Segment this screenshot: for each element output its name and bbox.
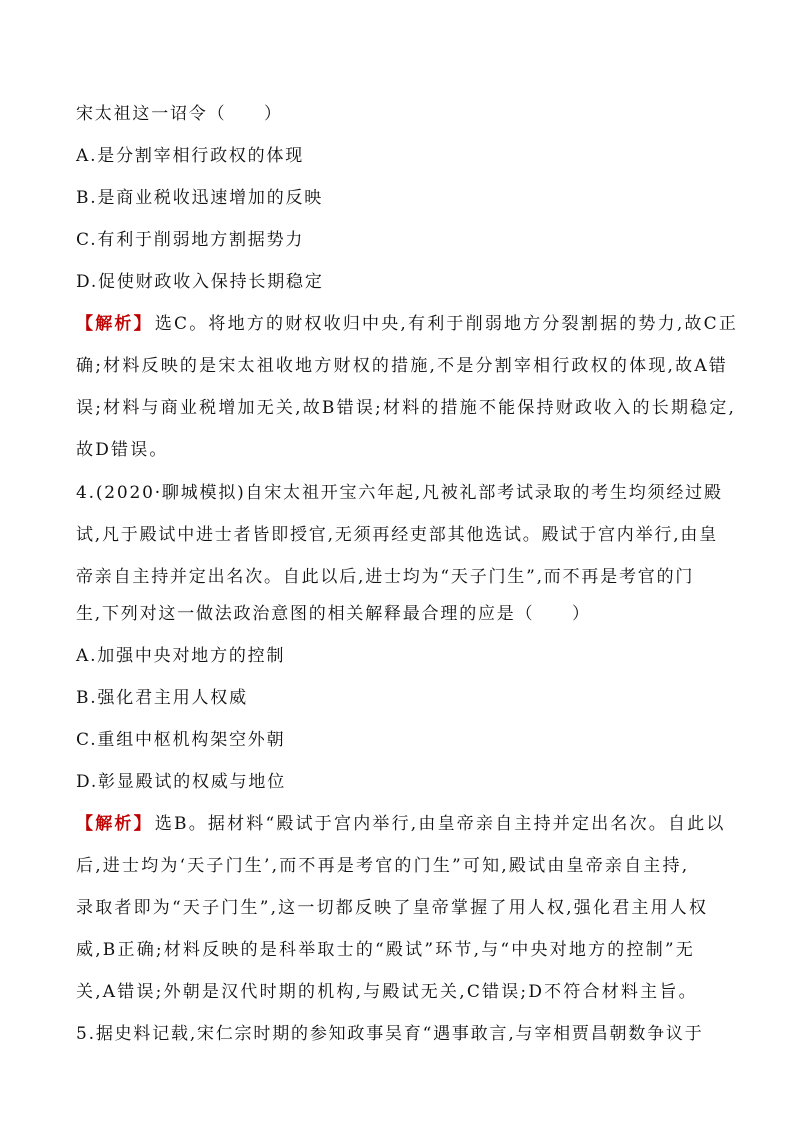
q3-analysis-line-4: 故D错误。 <box>76 440 169 460</box>
q4-analysis-line-3: 录取者即为“天子门生”,这一切都反映了皇帝掌握了用人权,强化君主用人权 <box>76 898 709 918</box>
q3-option-b: B.是商业税收迅速增加的反映 <box>76 188 324 208</box>
q4-option-a: A.加强中央对地方的控制 <box>76 646 286 666</box>
q3-stem-end: 宋太祖这一诏令（ ） <box>76 104 283 124</box>
analysis-tag: 【解析】 <box>76 814 153 834</box>
q4-analysis-line-1 <box>76 816 726 833</box>
q3-analysis-line-1 <box>76 316 738 333</box>
q3-option-c: C.有利于削弱地方割据势力 <box>76 230 305 250</box>
q5-stem-line-1: 5.据史料记载,宋仁宗时期的参知政事吴育“遇事敢言,与宰相贾昌朝数争议于 <box>76 1024 704 1044</box>
q3-option-d: D.促使财政收入保持长期稳定 <box>76 272 324 292</box>
q4-analysis-line-5: 关,A错误;外朝是汉代时期的机构,与殿试无关,C错误;D不符合材料主旨。 <box>76 982 698 1002</box>
q4-stem-line-3: 帝亲自主持并定出名次。自此以后,进士均为“天子门生”,而不再是考官的门 <box>76 567 695 587</box>
q3-analysis-line-2: 确;材料反映的是宋太祖收地方财权的措施,不是分割宰相行政权的体现,故A错 <box>76 356 729 376</box>
q4-stem-line-4: 生,下列对这一做法政治意图的相关解释最合理的应是（ ） <box>76 604 591 624</box>
q3-option-a: A.是分割宰相行政权的体现 <box>76 146 305 166</box>
q4-option-b: B.强化君主用人权威 <box>76 688 248 708</box>
q4-stem-line-2: 试,凡于殿试中进士者皆即授官,无须再经吏部其他选试。殿试于宫内举行,由皇 <box>76 525 719 545</box>
q4-option-d: D.彰显殿试的权威与地位 <box>76 772 287 792</box>
q4-stem-line-1: 4.(2020·聊城模拟)自宋太祖开宝六年起,凡被礼部考试录取的考生均须经过殿 <box>76 483 723 503</box>
analysis-tag: 【解析】 <box>76 314 153 334</box>
q4-option-c: C.重组中枢机构架空外朝 <box>76 730 286 750</box>
q3-analysis-text-1: 选C。将地方的财权收归中央,有利于削弱地方分裂割据的势力,故C正 <box>154 314 739 334</box>
q4-analysis-line-4: 威,B正确;材料反映的是科举取士的“殿试”环节,与“中央对地方的控制”无 <box>76 940 695 960</box>
q4-analysis-text-1: 选B。据材料“殿试于宫内举行,由皇帝亲自主持并定出名次。自此以 <box>154 814 726 834</box>
q3-analysis-line-3: 误;材料与商业税增加无关,故B错误;材料的措施不能保持财政收入的长期稳定, <box>76 398 737 418</box>
q4-analysis-line-2: 后,进士均为‘天子门生’,而不再是考官的门生”可知,殿试由皇帝亲自主持, <box>76 856 690 876</box>
